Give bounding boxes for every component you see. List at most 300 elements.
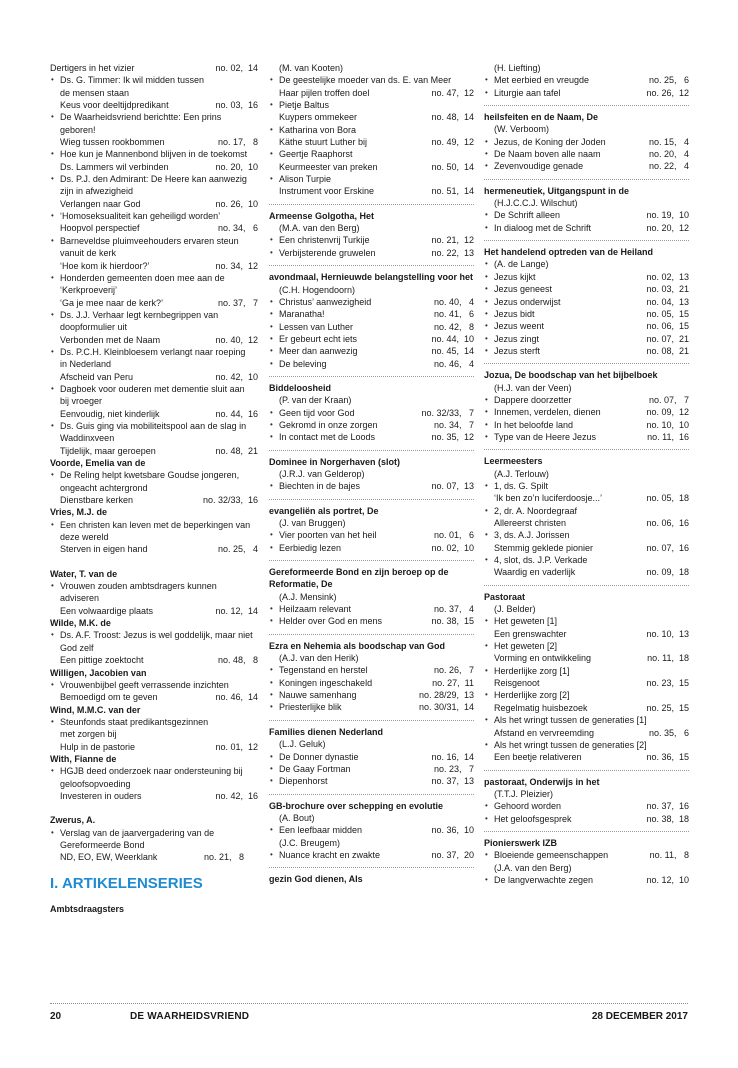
issue-reference: no. 35, 6 [648, 727, 689, 738]
index-line [269, 222, 474, 234]
issue-reference: no. 27, 11 [432, 677, 474, 688]
series-heading [50, 667, 258, 679]
issue-reference: no. 11, 8 [649, 850, 689, 861]
bullet-item [484, 419, 689, 431]
footer-divider [50, 1003, 688, 1004]
entry-title: (A. de Lange) [494, 259, 549, 270]
entry-title: Pionierswerk IZB [484, 837, 558, 848]
issue-reference: no. 22, 4 [648, 161, 689, 172]
entry-title: Armeense Golgotha, Het [269, 210, 375, 221]
entry-title: Herderlijke zorg [2] [494, 690, 570, 701]
entry-title: (J. Belder) [494, 604, 536, 615]
issue-reference: no. 48, 8 [217, 655, 258, 666]
index-line [50, 161, 258, 173]
bullet-item [269, 542, 474, 554]
entry-title: bij vroeger [60, 396, 103, 407]
entry-title: Wilde, M.K. de [50, 618, 111, 629]
index-line [484, 492, 689, 504]
series-heading [484, 776, 689, 788]
entry-title: (J.C. Breugem) [279, 837, 341, 848]
entry-title: Jezus onderwijst [494, 296, 561, 307]
entry-title: Een volwaardige plaats [60, 605, 154, 616]
bullet-item [484, 222, 689, 234]
section-divider [484, 585, 689, 586]
issue-reference: no. 45, 14 [431, 346, 474, 357]
index-line [50, 222, 258, 234]
index-line [50, 605, 258, 617]
entry-title: (A.J. Terlouw) [494, 468, 549, 479]
section-divider [484, 770, 689, 771]
series-heading [50, 568, 258, 580]
issue-reference: no. 46, 4 [433, 358, 474, 369]
entry-title: (A.J. van den Herik) [279, 653, 359, 664]
bullet-item [269, 763, 474, 775]
entry-title: Maranatha! [279, 309, 325, 320]
bullet-item [484, 136, 689, 148]
entry-title: Eenvoudig, niet kinderlijk [60, 408, 160, 419]
issue-reference: no. 41, 6 [433, 309, 474, 320]
issue-reference: no. 05, 15 [646, 308, 689, 319]
issue-reference: no. 26, 7 [433, 665, 474, 676]
section-divider [269, 867, 474, 868]
bullet-item [50, 272, 258, 284]
index-line [50, 851, 258, 863]
magazine-title: DE WAARHEIDSVRIEND [130, 1011, 250, 1022]
bullet-item [50, 765, 258, 777]
entry-title: (A.J. Mensink) [279, 591, 337, 602]
issue-reference: no. 26, 12 [646, 87, 689, 98]
index-line [484, 542, 689, 554]
entry-title: Koningen ingeschakeld [279, 677, 373, 688]
entry-title: Wind, M.M.C. van der [50, 704, 141, 715]
index-line [484, 517, 689, 529]
index-line [50, 99, 258, 111]
entry-title: Reisgenoot [494, 678, 540, 689]
issue-reference: no. 11, 16 [647, 431, 689, 442]
issue-reference: no. 46, 14 [215, 692, 258, 703]
index-line [269, 185, 474, 197]
entry-title: Kuypers ommekeer [279, 112, 358, 123]
bullet-item [269, 615, 474, 627]
issue-reference: no. 04, 13 [646, 296, 689, 307]
issue-reference: no. 03, 21 [646, 284, 689, 295]
entry-title: Een grenswachter [494, 628, 567, 639]
issue-reference: no. 34, 6 [217, 223, 258, 234]
issue-reference: no. 42, 8 [433, 321, 474, 332]
issue-reference: no. 51, 14 [431, 186, 474, 197]
entry-title: (M.A. van den Berg) [279, 223, 360, 234]
issue-reference: no. 19, 10 [646, 210, 689, 221]
entry-title: (T.T.J. Pleizier) [494, 788, 554, 799]
entry-title: Jezus, de Koning der Joden [494, 136, 606, 147]
index-line [269, 111, 474, 123]
index-line [484, 566, 689, 578]
entry-title: Een christen kan leven met de beperkingen van [60, 519, 251, 530]
bullet-item [269, 358, 474, 370]
index-line [50, 198, 258, 210]
issue-reference: no. 23, 15 [646, 678, 689, 689]
entry-title: Vrouwenbijbel geeft verrassende inzichten [60, 679, 229, 690]
entry-title: Verlangen naar God [60, 198, 141, 209]
entry-title: ‘Hoe kom ik hierdoor?’ [60, 260, 150, 271]
entry-title: Stemmig geklede pionier [494, 542, 594, 553]
series-heading [50, 457, 258, 469]
issue-reference: no. 32/33, 16 [202, 495, 258, 506]
entry-title: In dialoog met de Schrift [494, 222, 592, 233]
issue-reference: no. 30/31, 14 [418, 702, 474, 713]
entry-title: Tijdelijk, maar geroepen [60, 445, 156, 456]
index-line [269, 161, 474, 173]
index-line [50, 691, 258, 703]
entry-title: Bloeiende gemeenschappen [494, 850, 609, 861]
index-line [50, 445, 258, 457]
bullet-item [484, 665, 689, 677]
bullet-item [269, 345, 474, 357]
section-divider [484, 449, 689, 450]
section-divider [269, 450, 474, 451]
entry-title: Barneveldse pluimveehouders ervaren steun [60, 235, 239, 246]
index-line [50, 247, 258, 259]
bullet-item [484, 431, 689, 443]
issue-reference: no. 22, 13 [431, 247, 474, 258]
entry-title: Ds. J.J. Verhaar legt kernbegrippen van [60, 309, 219, 320]
entry-title: Eerbiedig lezen [279, 542, 342, 553]
issue-reference: no. 28/29, 13 [418, 690, 474, 701]
entry-title: Honderden gemeenten doen mee aan de [60, 272, 225, 283]
entry-title: pastoraat, Onderwijs in het [484, 776, 600, 787]
issue-reference: no. 06, 16 [646, 518, 689, 528]
entry-title: ND, EO, EW, Weerklank [60, 852, 158, 863]
index-line [484, 751, 689, 763]
entry-title: Herderlijke zorg [1] [494, 665, 570, 676]
entry-title: Dertigers in het vizier [50, 63, 135, 73]
index-line [484, 62, 689, 74]
bullet-item [50, 74, 258, 86]
entry-title: Het geloofsgesprek [494, 813, 572, 824]
issue-reference: no. 48, 21 [215, 445, 258, 456]
entry-title: Vrouwen zouden ambtsdragers kunnen [60, 581, 217, 592]
entry-title: Een leefbaar midden [279, 825, 363, 836]
entry-title: Katharina von Bora [279, 124, 357, 135]
index-line [269, 738, 474, 750]
entry-title: (W. Verboom) [494, 124, 550, 135]
entry-title: (H.J. van der Veen) [494, 382, 572, 393]
index-line [50, 432, 258, 444]
entry-title: Jezus bidt [494, 308, 535, 319]
bullet-item [269, 664, 474, 676]
entry-title: Ds. Guis ging via mobiliteitspool aan de slag in [60, 420, 247, 431]
bullet-item [484, 714, 689, 726]
issue-reference: no. 36, 15 [646, 752, 689, 763]
index-line [269, 136, 474, 148]
index-line [484, 382, 689, 394]
series-heading [50, 617, 258, 629]
index-line [50, 321, 258, 333]
bullet-item [269, 419, 474, 431]
bullet-item [50, 420, 258, 432]
entry-title: Dagboek voor ouderen met dementie sluit aan [60, 383, 245, 394]
section-divider [269, 560, 474, 561]
section-divider [269, 794, 474, 795]
index-line [50, 654, 258, 666]
entry-title: Leermeesters [484, 456, 543, 467]
entry-title: Gereformeerde Bond [60, 839, 145, 850]
bullet-item [269, 603, 474, 615]
series-heading [269, 271, 474, 283]
bullet-item [484, 640, 689, 652]
bullet-item [269, 775, 474, 787]
index-line [50, 62, 258, 74]
entry-title: De Donner dynastie [279, 751, 359, 762]
entry-title: Waddinxveen [60, 433, 115, 444]
index-line [269, 517, 474, 529]
entry-title: De langverwachte zegen [494, 874, 594, 885]
entry-title: evangeliën als portret, De [269, 505, 379, 516]
bullet-item [50, 346, 258, 358]
entry-title: Vorming en ontwikkeling [494, 653, 592, 664]
entry-title: Zwerus, A. [50, 815, 96, 826]
index-line [50, 778, 258, 790]
series-heading [484, 246, 689, 258]
index-line [50, 371, 258, 383]
bullet-item [484, 394, 689, 406]
entry-title: Haar pijlen troffen doel [279, 87, 370, 98]
bullet-item [484, 849, 689, 861]
series-heading [484, 369, 689, 381]
index-line [50, 334, 258, 346]
issue-reference: no. 07, 13 [431, 481, 474, 492]
index-line [50, 284, 258, 296]
issue-reference: no. 07, 16 [646, 542, 689, 553]
bullet-item [484, 689, 689, 701]
bullet-item [50, 679, 258, 691]
section-divider [484, 831, 689, 832]
issue-reference: no. 37, 13 [431, 776, 474, 787]
entry-title: In contact met de Loods [279, 432, 376, 443]
section-divider [269, 634, 474, 635]
issue-date: 28 DECEMBER 2017 [591, 1011, 688, 1022]
section-divider [484, 179, 689, 180]
bullet-item [50, 629, 258, 641]
entry-title: Hoe kun je Mannenbond blijven in de toekomst [60, 149, 248, 160]
entry-title: Nuance kracht en zwakte [279, 849, 381, 860]
entry-title: ‘Kerkproeverij’ [60, 285, 118, 296]
bullet-item [269, 529, 474, 541]
entry-title: Waardig en vaderlijk [494, 567, 576, 578]
issue-reference: no. 42, 16 [215, 790, 258, 801]
entry-title: (J.A. van den Berg) [494, 862, 572, 873]
issue-reference: no. 34, 12 [215, 260, 258, 271]
index-line [269, 62, 474, 74]
index-line [50, 790, 258, 802]
index-line [50, 494, 258, 506]
entry-title: Ambtsdraagsters [50, 903, 125, 914]
issue-reference: no. 10, 10 [646, 419, 689, 430]
index-line [269, 591, 474, 603]
bullet-item [484, 480, 689, 492]
entry-title: Innemen, verdelen, dienen [494, 407, 601, 418]
entry-title: Ds. Lammers wil verbinden [60, 161, 169, 172]
issue-reference: no. 21, 12 [431, 235, 474, 246]
entry-title: avondmaal, Hernieuwde belangstelling voor het [269, 272, 474, 283]
issue-reference: no. 23, 7 [433, 763, 474, 774]
entry-title: doopformulier uit [60, 322, 128, 333]
entry-title: Het geweten [2] [494, 641, 558, 652]
bullet-item [484, 874, 689, 886]
entry-title: Keurmeester van preken [279, 161, 378, 172]
section-divider [484, 363, 689, 364]
entry-title: Verslag van de jaarvergadering van de [60, 827, 215, 838]
entry-title: Jezus kijkt [494, 271, 536, 282]
entry-title: Verbijsterende gruwelen [279, 247, 376, 258]
section-divider [269, 204, 474, 205]
bullet-item [484, 739, 689, 751]
issue-reference: no. 37, 16 [646, 801, 689, 812]
index-line [50, 297, 258, 309]
issue-reference: no. 07, 21 [646, 333, 689, 344]
bullet-item [484, 320, 689, 332]
entry-title: Tegenstand en herstel [279, 665, 368, 676]
entry-title: Heilzaam relevant [279, 604, 352, 615]
index-line [484, 468, 689, 480]
series-heading [50, 814, 258, 826]
bullet-item [50, 309, 258, 321]
bullet-item [50, 210, 258, 222]
entry-title: Jezus weent [494, 321, 545, 332]
bullet-item [269, 296, 474, 308]
entry-title: GB-brochure over schepping en evolutie [269, 800, 444, 811]
series-heading [484, 111, 689, 123]
entry-title: Geertje Raaphorst [279, 149, 353, 160]
entry-title: Een beetje relativeren [494, 752, 582, 763]
issue-reference: no. 44, 10 [431, 333, 474, 344]
entry-title: Meer dan aanwezig [279, 346, 358, 357]
issue-reference: no. 47, 12 [431, 87, 474, 98]
entry-title: Verbonden met de Naam [60, 334, 161, 345]
issue-reference: no. 17, 8 [217, 137, 258, 148]
entry-title: Families dienen Nederland [269, 726, 384, 737]
bullet-item [269, 173, 474, 185]
entry-title: Lessen van Luther [279, 321, 354, 332]
bullet-item [50, 235, 258, 247]
entry-title: Hulp in de pastorie [60, 741, 136, 752]
index-line [484, 652, 689, 664]
series-heading [50, 753, 258, 765]
series-heading [269, 640, 474, 652]
entry-title: De Reling helpt kwetsbare Goudse jongeren, [60, 470, 240, 481]
series-heading [269, 210, 474, 222]
entry-title: (C.H. Hogendoorn) [279, 284, 356, 295]
entry-title: Gehoord worden [494, 801, 562, 812]
issue-reference: no. 38, 18 [646, 813, 689, 824]
entry-title: Liturgie aan tafel [494, 87, 561, 98]
entry-title: Jezus geneest [494, 284, 553, 295]
issue-reference: no. 16, 14 [431, 751, 474, 762]
entry-title: Wieg tussen rookbommen [60, 137, 165, 148]
entry-title: Type van de Heere Jezus [494, 431, 597, 442]
issue-reference: no. 09, 18 [646, 567, 689, 578]
entry-title: 4, slot, ds. J.P. Verkade [494, 555, 588, 566]
entry-title: Christus’ aanwezigheid [279, 296, 372, 307]
entry-title: Reformatie, De [269, 579, 333, 590]
issue-reference: no. 09, 12 [646, 407, 689, 418]
entry-title: Met eerbied en vreugde [494, 75, 590, 86]
index-line [269, 837, 474, 849]
page-number: 20 [50, 1011, 62, 1022]
entry-title: adviseren [60, 593, 100, 604]
issue-reference: no. 40, 4 [433, 296, 474, 307]
index-line [50, 358, 258, 370]
section-divider [269, 499, 474, 500]
issue-reference: no. 07, 7 [648, 394, 689, 405]
entry-title: Bemoedigd om te geven [60, 692, 158, 703]
entry-title: Een pittige zoektocht [60, 655, 144, 666]
bullet-item [269, 308, 474, 320]
entry-title: Geen tijd voor God [279, 407, 355, 418]
series-heading [484, 837, 689, 849]
entry-title: Priesterlijke blik [279, 702, 342, 713]
issue-reference: no. 10, 13 [646, 628, 689, 639]
entry-title: Ds. P.C.H. Kleinbloesem verlangt naar roeping [60, 346, 246, 357]
index-line [50, 185, 258, 197]
entry-title: ‘Ik ben zo’n luciferdoosje...’ [494, 493, 603, 504]
index-line [50, 642, 258, 654]
bullet-item [484, 209, 689, 221]
entry-title: De beleving [279, 358, 327, 369]
bullet-item [269, 751, 474, 763]
bullet-item [269, 677, 474, 689]
bullet-item [50, 519, 258, 531]
entry-title: (J.R.J. van Gelderop) [279, 468, 365, 479]
entry-title: Zevenvoudige genade [494, 161, 584, 172]
series-heading [269, 566, 474, 578]
series-heading [484, 591, 689, 603]
bullet-item [484, 160, 689, 172]
bullet-item [484, 283, 689, 295]
index-line [269, 468, 474, 480]
bullet-item [484, 345, 689, 357]
index-line [484, 727, 689, 739]
entry-title: Als het wringt tussen de generaties [1] [494, 715, 647, 726]
bullet-item [484, 87, 689, 99]
issue-reference: no. 42, 10 [215, 371, 258, 382]
index-column-3 [484, 62, 689, 886]
entry-title: Voorde, Emelia van de [50, 458, 146, 468]
entry-title: gezin God dienen, Als [269, 874, 363, 885]
bullet-item [50, 111, 258, 123]
issue-reference: no. 25, 4 [217, 544, 258, 555]
entry-title: HGJB deed onderzoek naar ondersteuning bij [60, 766, 243, 777]
entry-title: (M. van Kooten) [279, 63, 344, 73]
entry-title: Helder over God en mens [279, 616, 383, 627]
issue-reference: no. 15, 4 [648, 136, 689, 147]
entry-title: God zelf [60, 642, 94, 653]
issue-reference: no. 20, 12 [646, 222, 689, 233]
issue-reference: no. 37, 7 [217, 297, 258, 308]
bullet-item [269, 148, 474, 160]
series-heading [484, 455, 689, 467]
index-line [50, 531, 258, 543]
index-line [484, 677, 689, 689]
index-line [50, 543, 258, 555]
bullet-item [50, 716, 258, 728]
series-heading [269, 456, 474, 468]
entry-title: heilsfeiten en de Naam, De [484, 112, 599, 123]
bullet-item [269, 247, 474, 259]
bullet-item [50, 148, 258, 160]
issue-reference: no. 38, 15 [431, 616, 474, 627]
index-line [484, 702, 689, 714]
